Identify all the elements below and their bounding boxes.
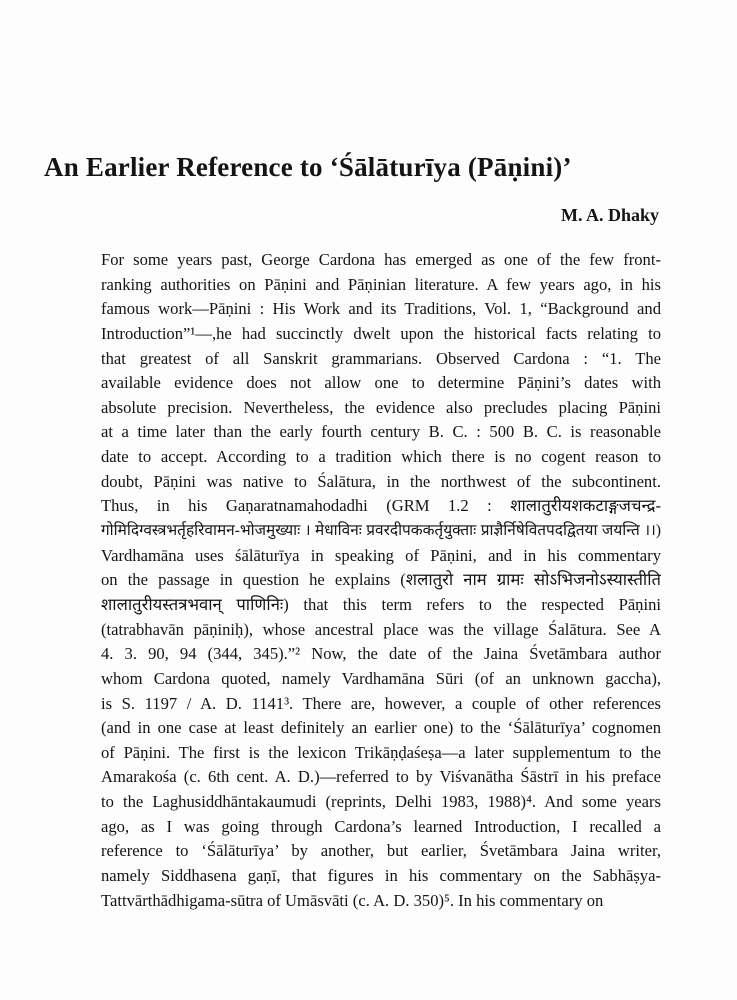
text-line: is S. 1197 / A. D. 1141³. There are, however, a couple of other references xyxy=(101,693,661,713)
text-line: ranking authorities on Pāṇini and Pāṇinian literature. A few years ago, in his xyxy=(101,274,661,294)
text-line: whom Cardona quoted, namely Vardhamāna Sūri (of an unknown gaccha), xyxy=(101,668,661,688)
text-line: For some years past, George Cardona has emerged as one of the few front- xyxy=(101,250,661,269)
text-line: Thus, in his Gaṇaratnamahodadhi (GRM 1.2 : शालातुरीयशकटाङ्गजचन्द्र- xyxy=(101,496,661,516)
text-line: Amarakośa (c. 6th cent. A. D.)—referred to by Viśvanātha Śāstrī in his preface xyxy=(101,767,661,787)
text-line: namely Siddhasena gaṇī, that figures in his commentary on the Sabhāṣya- xyxy=(101,866,661,886)
article-title: An Earlier Reference to ‘Śālāturīya (Pāṇini)’ xyxy=(44,152,572,182)
text-line: 4. 3. 90, 94 (344, 345).”² Now, the date of the Jaina Śvetāmbara author xyxy=(101,644,661,664)
text-line: famous work—Pāṇini : His Work and its Traditions, Vol. 1, “Background and xyxy=(101,299,661,319)
text-line: शालातुरीयस्तत्रभवान् पाणिनिः) that this term refers to the respected Pāṇini xyxy=(101,594,661,614)
text-line: absolute precision. Nevertheless, the evidence also precludes placing Pāṇini xyxy=(101,397,661,417)
text-line: of Pāṇini. The first is the lexicon Trikāṇḍaśeṣa—a later supplementum to the xyxy=(101,742,661,762)
text-line: on the passage in question he explains (शलातुरो नाम ग्रामः सोऽभिजनोऽस्यास्तीति xyxy=(101,570,661,590)
text-line: date to accept. According to a tradition which there is no cogent reason to xyxy=(101,447,661,467)
text-line: reference to ‘Śālāturīya’ by another, but earlier, Śvetāmbara Jaina writer, xyxy=(101,841,661,861)
text-line: (and in one case at least definitely an earlier one) to the ‘Śālāturīya’ cognomen xyxy=(101,718,661,738)
text-line: at a time later than the early fourth century B. C. : 500 B. C. is reasonable xyxy=(101,422,661,442)
text-line: available evidence does not allow one to determine Pāṇini’s dates with xyxy=(101,373,661,393)
text-line: Vardhamāna uses śālāturīya in speaking of Pāṇini, and in his commentary xyxy=(101,545,661,565)
text-line: (tatrabhavān pāṇiniḥ), whose ancestral place was the village Śalātura. See A xyxy=(101,619,661,639)
text-line: गोमिदिग्वस्त्रभर्तृहरिवामन-भोजमुख्याः । मेधाविनः प्रवरदीपककर्तृयुक्ताः प्राज्ञैर्निषेवितपदद्वितया जयन्ति ।।) xyxy=(101,522,661,540)
body-paragraph xyxy=(101,248,661,913)
text-line: to the Laghusiddhāntakaumudi (reprints, Delhi 1983, 1988)⁴. And some years xyxy=(101,792,661,812)
text-line: ago, as I was going through Cardona’s learned Introduction, I recalled a xyxy=(101,816,661,836)
author-name: M. A. Dhaky xyxy=(560,205,659,225)
text-line: Introduction”¹—,he had succinctly dwelt upon the historical facts relating to xyxy=(101,323,661,343)
text-line: doubt, Pāṇini was native to Śalātura, in the northwest of the subcontinent. xyxy=(101,471,661,491)
text-line: Tattvārthādhigama-sūtra of Umāsvāti (c. A. D. 350)⁵. In his commentary on xyxy=(101,890,604,910)
text-line: that greatest of all Sanskrit grammarians. Observed Cardona : “1. The xyxy=(101,348,661,368)
